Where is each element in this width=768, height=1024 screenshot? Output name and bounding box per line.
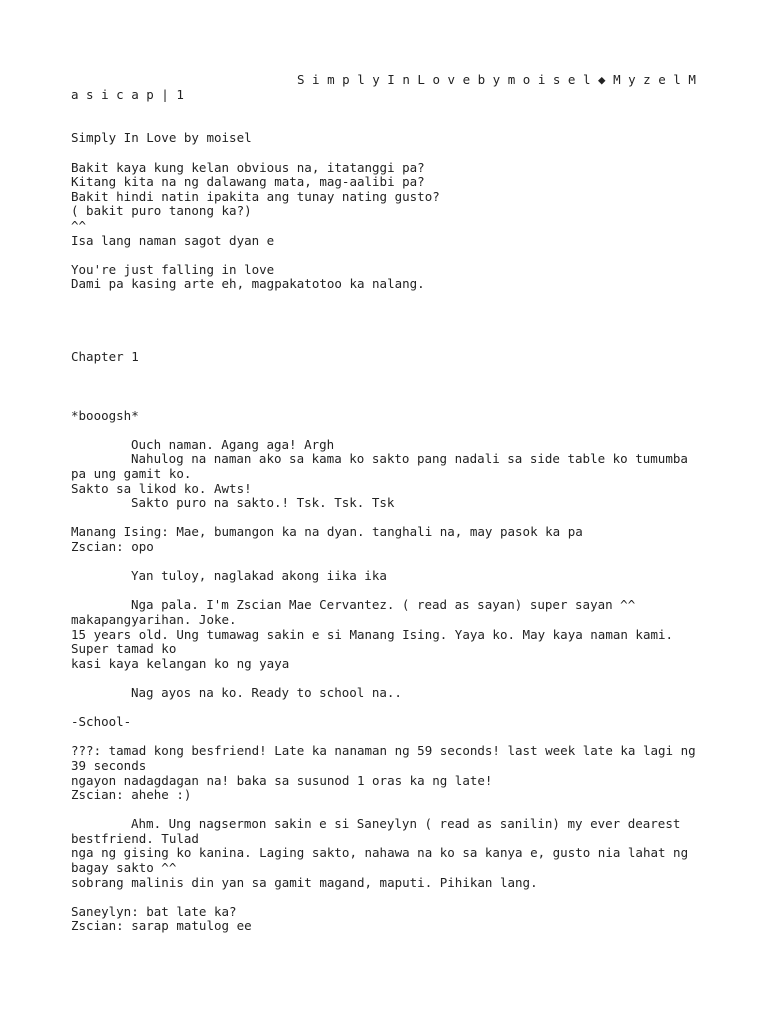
- poem-line: Bakit kaya kung kelan obvious na, itatanggi pa?: [71, 159, 425, 175]
- poem-line: Isa lang naman sagot dyan e: [71, 232, 275, 248]
- dialogue-line: Zscian: opo: [71, 539, 154, 555]
- paragraph-line: Yan tuloy, naglakad akong iika ika: [131, 568, 387, 584]
- poem-line: ( bakit puro tanong ka?): [71, 203, 252, 219]
- paragraph-line: nga ng gising ko kanina. Laging sakto, nahawa na ko sa kanya e, gusto nia lahat ng: [71, 845, 689, 861]
- paragraph-line: kasi kaya kelangan ko ng yaya: [71, 655, 290, 671]
- paragraph-line: Ouch naman. Agang aga! Argh: [131, 436, 335, 452]
- paragraph-line: Sakto puro na sakto.! Tsk. Tsk. Tsk: [131, 495, 395, 511]
- running-header-cont: a s i c a p | 1: [71, 86, 184, 102]
- paragraph-line: Ahm. Ung nagsermon sakin e si Saneylyn ( read as sanilin) my ever dearest: [131, 816, 681, 832]
- paragraph-line: pa ung gamit ko.: [71, 466, 192, 482]
- poem-line: Kitang kita na ng dalawang mata, mag-aalibi pa?: [71, 174, 425, 190]
- poem-line: ^^: [71, 217, 87, 233]
- paragraph-line: Nahulog na naman ako sa kama ko sakto pang nadali sa side table ko tumumba: [131, 451, 688, 467]
- chapter-heading: Chapter 1: [71, 349, 139, 365]
- paragraph-line: Nag ayos na ko. Ready to school na..: [131, 684, 402, 700]
- paragraph-line: makapangyarihan. Joke.: [71, 611, 237, 627]
- paragraph-line: Nga pala. I'm Zscian Mae Cervantez. ( read as sayan) super sayan ^^: [131, 597, 636, 613]
- dialogue-line: 39 seconds: [71, 757, 147, 773]
- paragraph-line: bestfriend. Tulad: [71, 830, 199, 846]
- sound-effect: *booogsh*: [71, 407, 139, 423]
- poem-line: You're just falling in love: [71, 261, 275, 277]
- dialogue-line: ngayon nadagdagan na! baka sa susunod 1 oras ka ng late!: [71, 772, 493, 788]
- paragraph-line: sobrang malinis din yan sa gamit magand, maputi. Pihikan lang.: [71, 874, 538, 890]
- paragraph-line: Sakto sa likod ko. Awts!: [71, 480, 252, 496]
- document-page: [71, 73, 711, 934]
- dialogue-line: Saneylyn: bat late ka?: [71, 903, 237, 919]
- paragraph-line: bagay sakto ^^: [71, 860, 177, 876]
- poem-line: Dami pa kasing arte eh, magpakatotoo ka nalang.: [71, 276, 425, 292]
- story-title: Simply In Love by moisel: [71, 130, 252, 146]
- paragraph-line: 15 years old. Ung tumawag sakin e si Manang Ising. Yaya ko. May kaya naman kami.: [71, 626, 674, 642]
- dialogue-line: Zscian: sarap matulog ee: [71, 918, 252, 934]
- poem-line: Bakit hindi natin ipakita ang tunay nating gusto?: [71, 188, 440, 204]
- dialogue-line: Manang Ising: Mae, bumangon ka na dyan. tanghali na, may pasok ka pa: [71, 524, 583, 540]
- dialogue-line: Zscian: ahehe :): [71, 787, 192, 803]
- dialogue-line: ???: tamad kong besfriend! Late ka nanaman ng 59 seconds! last week late ka lagi ng: [71, 743, 696, 759]
- scene-marker: -School-: [71, 714, 132, 730]
- running-header: S i m p l y I n L o v e b y m o i s e l ◆ M y z e l M: [297, 72, 696, 87]
- paragraph-line: Super tamad ko: [71, 641, 177, 657]
